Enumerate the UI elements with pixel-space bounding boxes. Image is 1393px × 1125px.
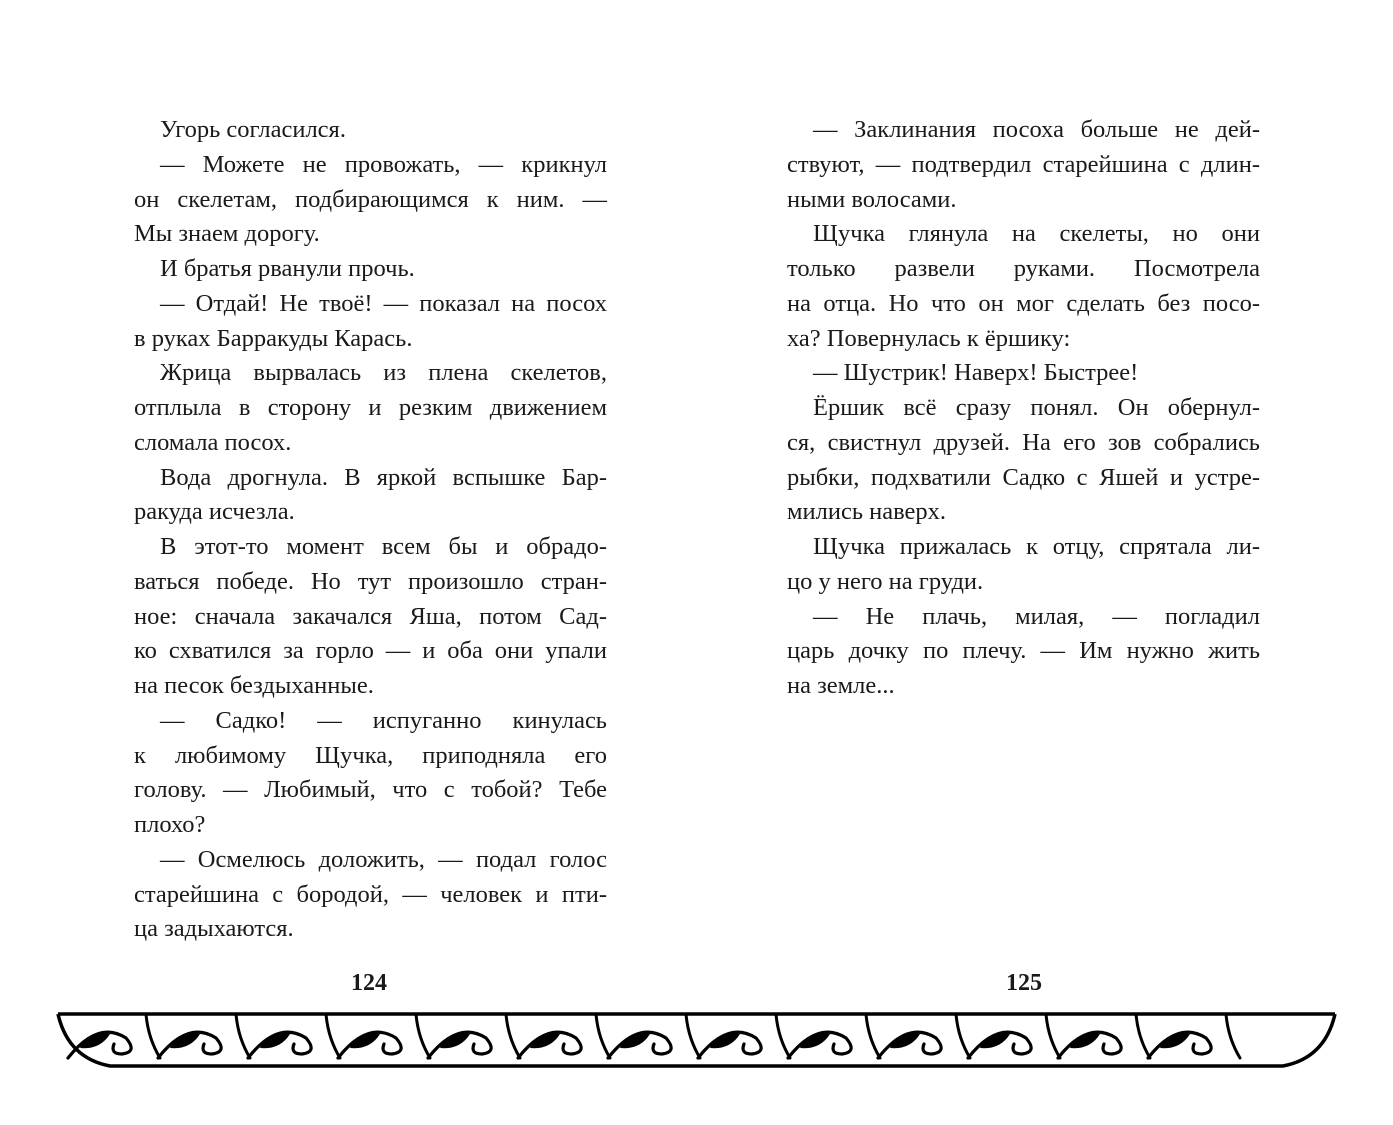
text-line: на песок бездыханные.	[134, 672, 374, 699]
text-line: ха? Повернулась к ёршику:	[787, 324, 1071, 352]
text-line: отплыла в сторону и резким движением	[134, 394, 607, 421]
ornament-leaf-swirl	[518, 1014, 610, 1058]
ornament-leaf-swirl	[1148, 1014, 1240, 1058]
text-line: плохо?	[134, 811, 206, 838]
text-line: на отца. Но что он мог сделать без посо-	[787, 289, 1260, 317]
text-line: старейшина с бородой, — человек и пти-	[134, 880, 607, 908]
text-line: — Не плачь, милая, — погладил	[813, 602, 1260, 630]
text-line: — Можете не провожать, — крикнул	[160, 150, 607, 178]
text-line: Жрица вырвалась из плена скелетов,	[160, 359, 607, 387]
ornament-leaf-swirl	[878, 1014, 970, 1058]
text-line: цо у него на груди.	[787, 567, 984, 595]
text-line: Угорь согласился.	[160, 116, 346, 143]
text-line: — Осмелюсь доложить, — подал голос	[160, 845, 607, 873]
page-number-left: 124	[351, 970, 387, 996]
text-line: в руках Барракуды Карась.	[134, 324, 413, 352]
ornament-leaf-swirl	[788, 1014, 880, 1058]
ornament-leaf-swirl	[338, 1014, 430, 1058]
text-line: на земле...	[787, 672, 895, 699]
text-line: — Садко! — испуганно кинулась	[160, 706, 607, 734]
text-line: Ёршик всё сразу понял. Он обернул-	[813, 394, 1260, 421]
text-line: ное: сначала закачался Яша, потом Сад-	[134, 602, 607, 630]
text-line: — Заклинания посоха больше не дей-	[813, 116, 1260, 143]
text-line: мились наверх.	[787, 498, 947, 526]
text-line: ко схватился за горло — и оба они упали	[134, 637, 607, 665]
text-line: ными волосами.	[787, 185, 957, 213]
text-line: Вода дрогнула. В яркой вспышке Бар-	[160, 463, 607, 491]
text-line: — Отдай! Не твоё! — показал на посох	[160, 289, 607, 317]
ornament-leaf-swirl	[968, 1014, 1060, 1058]
left-page-text	[134, 113, 607, 947]
text-line: Щучка прижалась к отцу, спрятала ли-	[813, 533, 1260, 560]
ornament-leaf-swirl	[428, 1014, 520, 1058]
text-line: В этот-то момент всем бы и обрадо-	[160, 533, 607, 560]
ornament-leaf-swirl	[1058, 1014, 1150, 1058]
text-line: только развели руками. Посмотрела	[787, 255, 1260, 282]
text-line: он скелетам, подбирающимся к ним. —	[134, 185, 607, 213]
page-number-right: 125	[1006, 970, 1042, 996]
ornament-leaf-swirl	[68, 1014, 160, 1058]
text-line: голову. — Любимый, что с тобой? Тебе	[134, 776, 607, 804]
text-line: Мы знаем дорогу.	[134, 220, 320, 248]
right-page-text	[787, 113, 1260, 704]
text-line: ся, свистнул друзей. На его зов собрались	[787, 428, 1260, 456]
text-line: рыбки, подхватили Садко с Яшей и устре-	[787, 463, 1260, 491]
text-line: ца задыхаются.	[134, 915, 294, 943]
text-line: ракуда исчезла.	[134, 498, 295, 526]
ornament-leaf-swirl	[248, 1014, 340, 1058]
ornament-leaf-swirl	[608, 1014, 700, 1058]
ornament-pattern	[68, 1014, 1240, 1058]
text-line: Щучка глянула на скелеты, но они	[813, 220, 1260, 248]
ornament-leaf-swirl	[698, 1014, 790, 1058]
text-line: царь дочку по плечу. — Им нужно жить	[787, 637, 1260, 665]
ornament-leaf-swirl	[158, 1014, 250, 1058]
text-line: И братья рванули прочь.	[160, 255, 415, 282]
text-line: ствуют, — подтвердил старейшина с длин-	[787, 150, 1260, 178]
text-line: — Шустрик! Наверх! Быстрее!	[813, 359, 1139, 387]
text-line: к любимому Щучка, приподняла его	[134, 741, 607, 769]
text-line: ваться победе. Но тут произошло стран-	[134, 567, 607, 595]
decorative-border-ornament	[50, 1008, 1343, 1070]
text-line: сломала посох.	[134, 428, 292, 456]
